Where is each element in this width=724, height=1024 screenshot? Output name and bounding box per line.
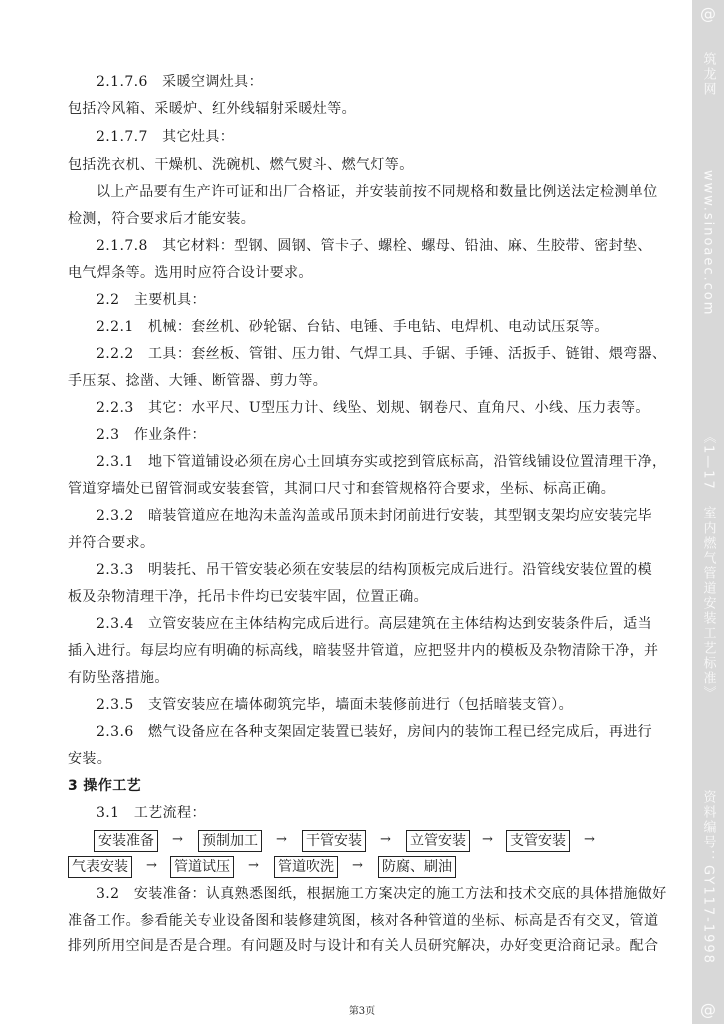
sidebar-document-number: 资料编号：GY117-1998 — [700, 790, 716, 965]
flow-arrow-icon: → — [482, 832, 493, 847]
flow-step-box: 预制加工 — [198, 830, 262, 852]
text-line: 准备工作。参看能关专业设备图和装修建筑图，核对各种管道的坐标、标高是否有交叉，管道 — [68, 913, 659, 929]
at-icon: @ — [700, 4, 716, 23]
flow-arrow-icon: → — [276, 832, 287, 847]
text-line: 2.1.7.8 其它材料：型钢、圆钢、管卡子、螺栓、螺母、铅油、麻、生胶带、密封垫、 — [96, 238, 652, 254]
flow-step-box: 支管安装 — [506, 830, 570, 852]
flow-step-box: 气表安装 — [68, 856, 132, 878]
flow-step-box: 管道试压 — [170, 856, 234, 878]
section-heading: 3 操作工艺 — [68, 778, 142, 794]
text-line: 2.2.2 工具：套丝板、管钳、压力钳、气焊工具、手锯、手锤、活扳手、链钳、煨弯器、 — [96, 346, 667, 362]
text-line: 检测，符合要求后才能安装。 — [68, 211, 256, 227]
sidebar-url: www.sinoaec.com — [700, 170, 716, 317]
text-line: 插入进行。每层均应有明确的标高线，暗装竖井管道，应把竖井内的模板及杂物清除干净，并 — [68, 643, 659, 659]
flow-step-box: 干管安装 — [302, 830, 366, 852]
text-line: 包括冷风箱、采暖炉、红外线辐射采暖灶等。 — [68, 101, 356, 117]
sidebar-brand: 筑龙网 — [700, 52, 716, 97]
flow-step-box: 安装准备 — [94, 830, 158, 852]
at-icon: @ — [700, 1000, 716, 1019]
text-line: 排列所用空间是否是合理。有问题及时与设计和有关人员研究解决，办好变更洽商记录。配合 — [68, 938, 659, 954]
text-line: 2.2.1 机械：套丝机、砂轮锯、台钻、电锤、手电钻、电焊机、电动试压泵等。 — [96, 319, 609, 335]
text-line: 2.1.7.7 其它灶具： — [96, 129, 235, 145]
text-line: 板及杂物清理干净，托吊卡件均已安装牢固，位置正确。 — [68, 589, 428, 605]
text-line: 并符合要求。 — [68, 535, 155, 551]
text-line: 2.2 主要机具： — [96, 292, 206, 308]
flow-arrow-icon: → — [352, 858, 363, 873]
flow-step-box: 防腐、刷油 — [378, 856, 456, 878]
text-line: 2.3.6 燃气设备应在各种支架固定装置已装好，房间内的装饰工程已经完成后，再进行 — [96, 724, 653, 740]
flow-arrow-icon: → — [380, 832, 391, 847]
flow-arrow-icon: → — [584, 832, 595, 847]
text-line: 2.1.7.6 采暖空调灶具： — [96, 74, 263, 90]
text-line: 3.2 安装准备：认真熟悉图纸，根据施工方案决定的施工方法和技术交底的具体措施做好 — [96, 886, 667, 902]
text-line: 2.3.4 立管安装应在主体结构完成后进行。高层建筑在主体结构达到安装条件后，适当 — [96, 616, 653, 632]
text-line: 有防坠落措施。 — [68, 670, 169, 686]
text-line: 安装。 — [68, 751, 112, 767]
watermark-sidebar — [692, 0, 724, 1024]
text-line: 2.3.2 暗装管道应在地沟未盖沟盖或吊顶未封闭前进行安装，其型钢支架均应安装完毕 — [96, 508, 653, 524]
text-line: 2.3.3 明装托、吊干管安装必须在安装层的结构顶板完成后进行。沿管线安装位置的模 — [96, 562, 653, 578]
text-line: 2.3.5 支管安装应在墙体砌筑完毕，墙面未装修前进行（包括暗装支管）。 — [96, 697, 574, 713]
text-line: 2.3.1 地下管道铺设必须在房心土回填夯实或挖到管底标高，沿管线铺设位置清理干净， — [96, 454, 667, 470]
text-line: 2.2.3 其它：水平尺、U型压力计、线坠、划规、钢卷尺、直角尺、小线、压力表等。 — [96, 400, 650, 416]
text-line: 2.3 作业条件： — [96, 427, 206, 443]
text-line: 电气焊条等。选用时应符合设计要求。 — [68, 265, 313, 281]
text-line: 包括洗衣机、干燥机、洗碗机、燃气熨斗、燃气灯等。 — [68, 157, 414, 173]
text-line: 3.1 工艺流程： — [96, 805, 206, 821]
flow-step-box: 管道吹洗 — [274, 856, 338, 878]
text-line: 以上产品要有生产许可证和出厂合格证，并安装前按不同规格和数量比例送法定检测单位 — [96, 184, 658, 200]
flow-arrow-icon: → — [248, 858, 259, 873]
text-line: 管道穿墙处已留管洞或安装套管，其洞口尺寸和套管规格符合要求，坐标、标高正确。 — [68, 481, 616, 497]
flow-arrow-icon: → — [146, 858, 157, 873]
flow-arrow-icon: → — [172, 832, 183, 847]
flow-step-box: 立管安装 — [406, 830, 470, 852]
text-line: 手压泵、捻凿、大锤、断管器、剪力等。 — [68, 373, 328, 389]
sidebar-document-title: 《1—17 室内燃气管道安装工艺标准》 — [700, 430, 716, 701]
page-number: 第3页 — [348, 1006, 376, 1017]
